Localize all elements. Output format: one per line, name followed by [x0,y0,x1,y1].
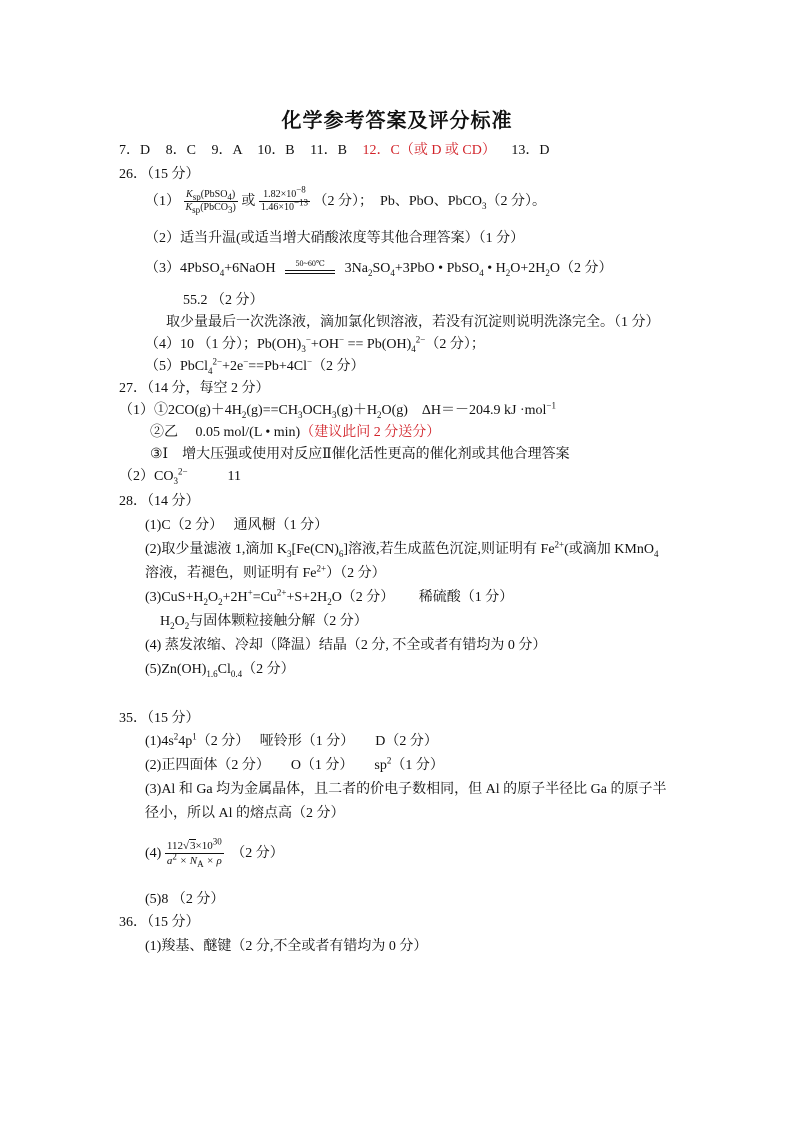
q27-part2: $(2)CO_3^{2-}$ 11 [119,466,242,486]
q26-part5: （5）PbCl$_4^{2-}$+2e−==Pb+4Cl−（2 分） [145,356,365,376]
page-title: 化学参考答案及评分标准 [281,108,513,132]
q35-part4: (4) $\frac{112√3\times 10^{30}}{a^2 \times N_A \times \rho}$ （2 分） [145,836,284,870]
bonus-note: （建议此问 2 分送分） [300,425,441,440]
q27-part1-second: ②乙 0.05 mol/(L • min)（建议此问 2 分送分） [150,425,441,440]
ksp-ratio-fraction: $\frac{K_{sp}(PbSO_4)}{K_{sp}(PbCO_3)}$ [185,189,236,216]
q26-part3-equation: （3）4PbSO$_4$+6NaOH 50~60℃ $3Na_2SO_4+3PbO$ • PbSO$_4$ • $H_2O+2H_2O(2$ 分） [145,258,613,278]
q28-part2: (2)取少量滤液 1,滴加 $K_3[Fe(CN)_6]$溶液,若生成蓝色沉淀,则证明有 $Fe^{2+}$(或滴加 KMnO$_4$ [145,539,659,559]
q28-part2-cont: 溶液，若褪色，则证明有 $Fe^{2+})(2$ 分） [145,563,386,581]
numeric-ratio-fraction: $\frac{1.82\times 10^{-8}}{1.46\times 10^{-13}}$ [260,184,309,214]
answer-7: 7．D [119,143,151,158]
q28-part3-cont: $H_2O_2$与固体颗粒接触分解（2 分） [160,614,368,631]
q27-heading: 27．（14 分，每空 2 分） [119,381,270,396]
q28-part4: (4) 蒸发浓缩、冷却（降温）结晶（2 分, 不全或者有错均为 0 分） [145,638,547,653]
answer-8: 8．C [165,143,196,158]
q28-part3: $(3)CuS+H_2O_2+2H^+=Cu^{2+}+S+2H_2O(2$ 分） 稀硫酸（1 分） [145,587,514,607]
q26-part1: （1） $\frac{K_{sp}(PbSO_4)}{K_{sp}(PbCO_3)}$ 或 $\frac{1.82\times 10^{-8}}{1.46\times 10^{-13}}$ （2 分）； Pb、PbO、PbCO$_3$（2 分）。 [145,184,546,216]
q35-part3-cont: 径小，所以 Al 的熔点高（2 分） [145,806,345,821]
density-fraction: $\frac{112√3\times 10^{30}}{a^2 \times N_A \times \rho}$ [166,836,222,870]
answer-10: 10．B [257,143,295,158]
q28-heading: 28．（14 分） [119,494,200,509]
q26-part4: （4）10 （1 分）；$Pb(OH)_3^-+OH^- == Pb(OH)_4^{2-}(2$ 分）； [145,334,485,354]
q35-part5: (5)8 （2 分） [145,892,225,907]
reaction-arrow: 50~60℃ [283,262,337,276]
q36-part1: (1)羧基、醚键（2 分,不全或者有错均为 0 分） [145,939,428,954]
q36-heading: 36．（15 分） [119,915,200,930]
q35-heading: 35．（15 分） [119,711,200,726]
q26-part3-yield: 55.2 （2 分） [183,293,264,308]
answer-9: 9．A [211,143,242,158]
q35-part1: $(1)4s^24p^1(2$ 分） 哑铃形（1 分） D（2 分） [145,731,438,749]
answer-13: 13．D [511,143,550,158]
answer-12: 12．C（或 D 或 CD） [362,143,496,158]
q27-part1-third: ③Ⅰ 增大压强或使用对反应Ⅱ催化活性更高的催化剂或其他合理答案 [150,447,570,462]
q26-part2: （2）适当升温(或适当增大硝酸浓度等其他合理答案）（1 分） [145,231,525,246]
q27-part1-equation: $(1)①2CO(g)+4H_2(g)==CH_3OCH_3(g)+H_2O(g)$ ΔH＝－204.9 kJ ·mol$^{-1}$ [119,400,556,420]
q28-part5: $(5)Zn(OH)_{1.6}Cl_{0.4}(2$ 分） [145,662,295,679]
q28-part1: (1)C（2 分） 通风橱（1 分） [145,518,329,533]
q35-part3: (3)Al 和 Ga 均为金属晶体，且二者的价电子数相同，但 Al 的原子半径比 Ga 的原子半 [145,782,667,797]
answer-11: 11．B [310,143,347,158]
q26-heading: 26．（15 分） [119,167,200,182]
q26-part3-washing: 取少量最后一次洗涤液，滴加氯化钡溶液，若没有沉淀则说明洗涤完全。（1 分） [166,315,660,330]
mc-answers [119,142,550,160]
q35-part2: (2)正四面体（2 分） O（1 分） $sp^2(1$ 分） [145,755,444,773]
